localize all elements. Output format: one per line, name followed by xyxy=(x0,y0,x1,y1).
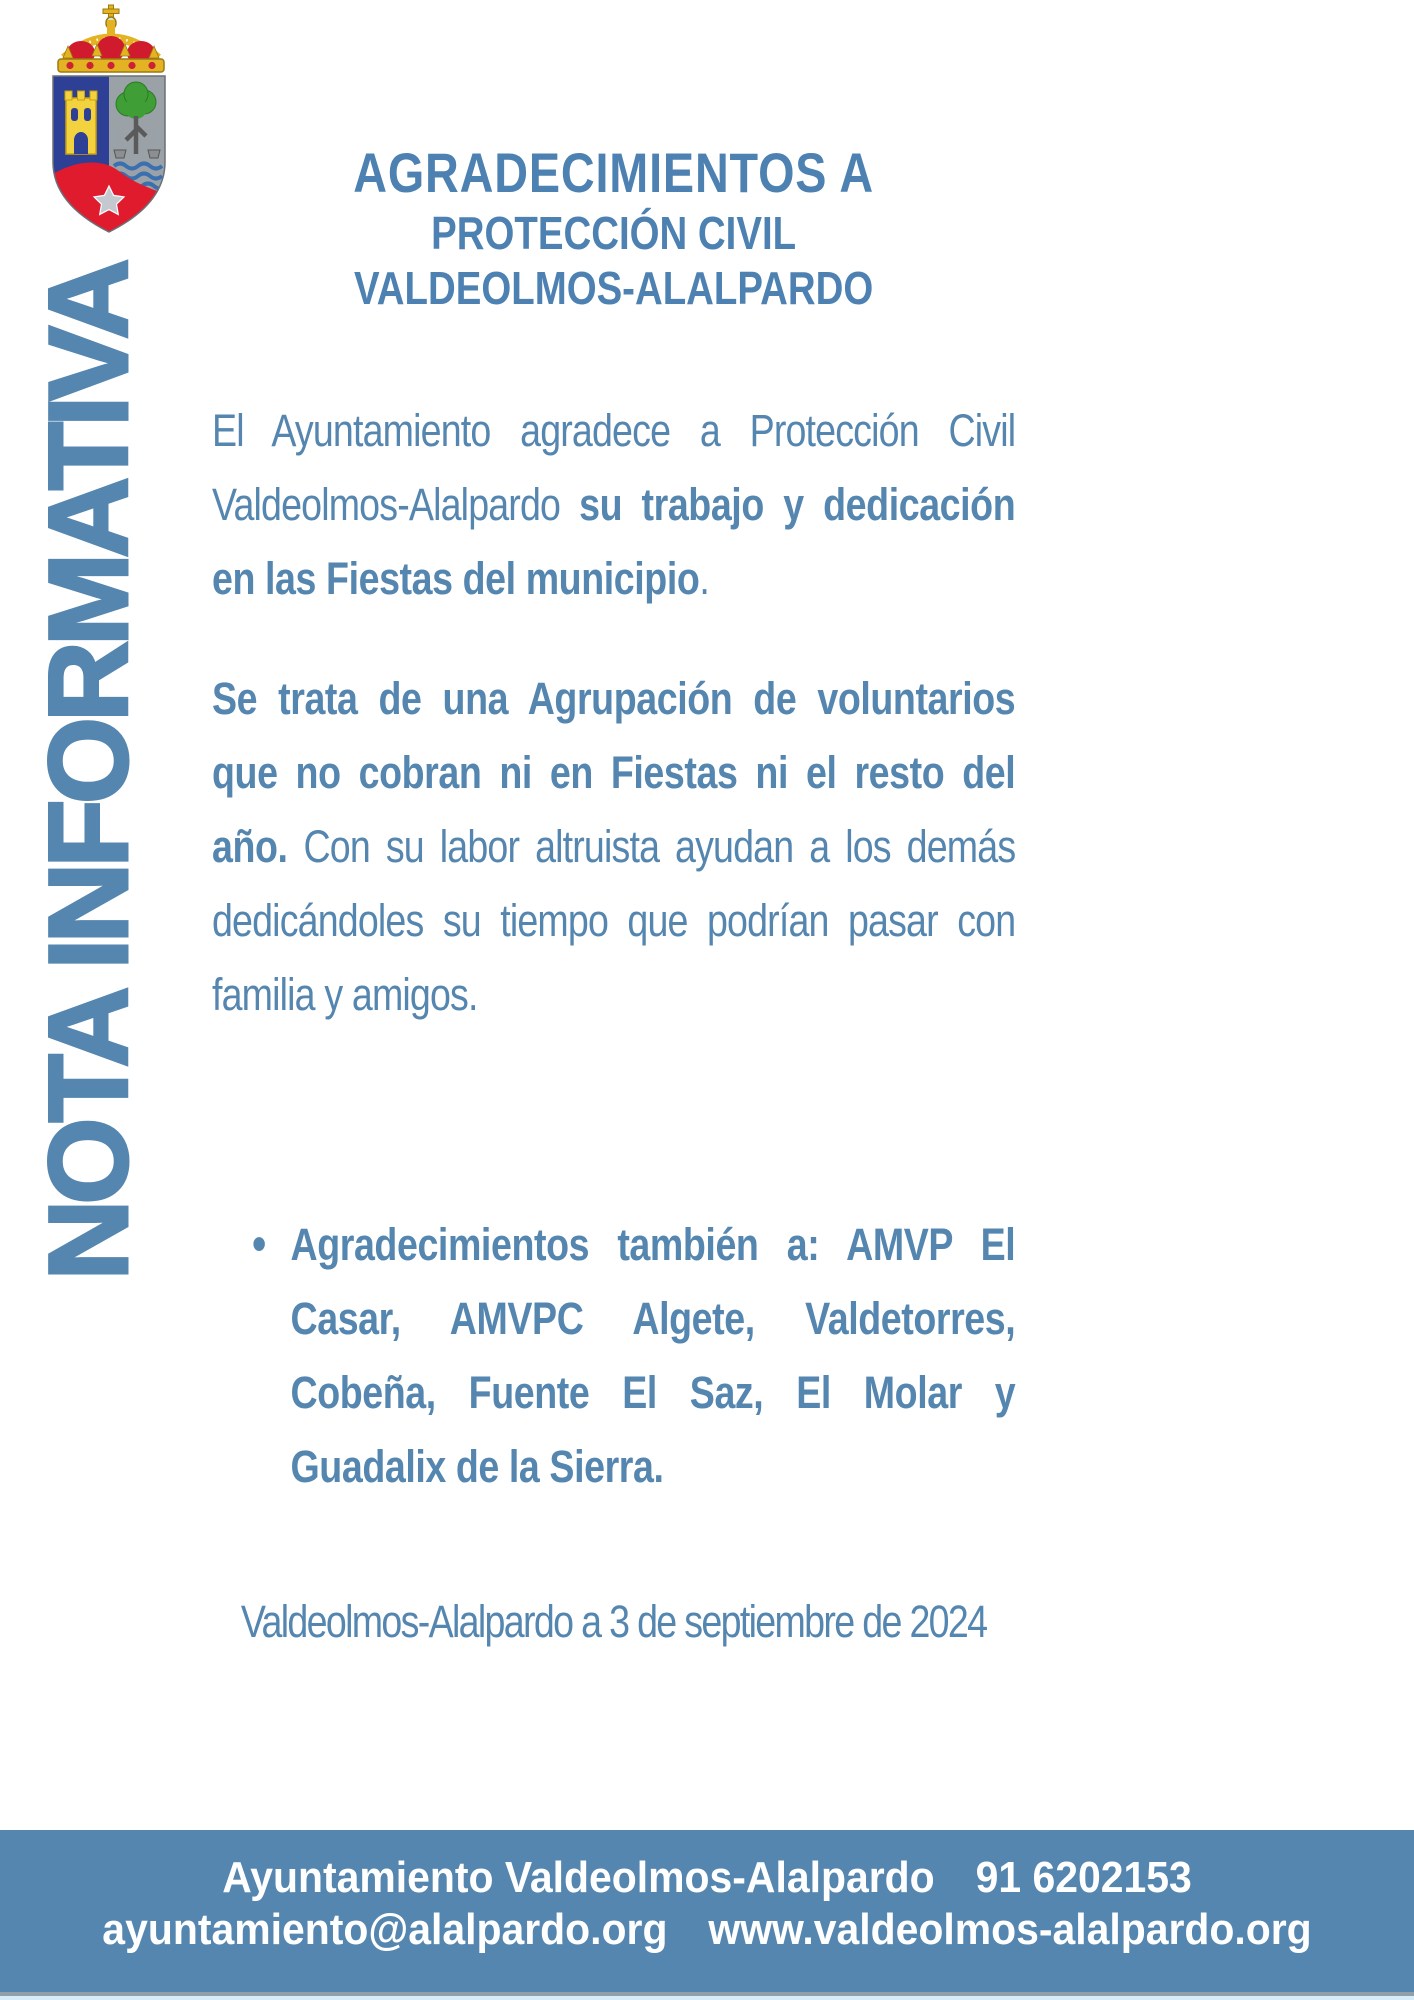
paragraph-volunteers xyxy=(212,662,1015,1032)
acknowledgements-list xyxy=(212,1208,1015,1504)
title-line-1: AGRADECIMIENTOS A xyxy=(353,141,875,204)
title-line-2: PROTECCIÓN CIVIL xyxy=(431,207,797,259)
footer-website: www.valdeolmos-alalpardo.org xyxy=(708,1905,1312,1954)
paragraph-volunteers-text: Con su labor altruista ayudan a los demás dedicándoles su tiempo que podrían pasar con familia y amigos. xyxy=(212,821,1016,1020)
page-title xyxy=(212,140,1015,316)
footer-bottom-strip xyxy=(0,1996,1414,2000)
paragraph-thanks-text: El Ayuntamiento agradece a Protección Civil Valdeolmos-Alalpardo xyxy=(212,405,1016,530)
paragraph-volunteers-bold: Se trata de una Agrupación de voluntarios que no cobran ni en Fiestas ni el resto del año. xyxy=(212,673,1016,872)
title-line-3: VALDEOLMOS-ALALPARDO xyxy=(354,262,874,314)
coat-of-arms-icon xyxy=(36,4,186,236)
footer-org-name: Ayuntamiento Valdeolmos-Alalpardo xyxy=(222,1853,935,1902)
notice-content xyxy=(212,140,1015,1652)
footer-line-2 xyxy=(49,1904,1364,1956)
paragraph-thanks xyxy=(212,394,1015,616)
footer-content xyxy=(49,1830,1364,1956)
footer-phone: 91 6202153 xyxy=(975,1853,1192,1902)
date-line: Valdeolmos-Alalpardo a 3 de septiembre de 2024 xyxy=(240,1596,987,1647)
paragraph-thanks-period: . xyxy=(699,553,709,604)
list-item-acknowledgements: • Agradecimientos también a: AMVP El Casar, AMVPC Algete, Valdetorres, Cobeña, Fuente El Saz, El Molar y Guadalix de la Sierra. xyxy=(252,1208,1015,1504)
paragraph-thanks-bold: su trabajo y dedicación en las Fiestas del municipio xyxy=(212,479,1016,604)
vertical-banner-label: NOTA INFORMATIVA xyxy=(26,263,151,1281)
footer-bar xyxy=(0,1830,1414,1992)
footer-email: ayuntamiento@alalpardo.org xyxy=(102,1905,668,1954)
footer-line-1 xyxy=(49,1852,1364,1904)
